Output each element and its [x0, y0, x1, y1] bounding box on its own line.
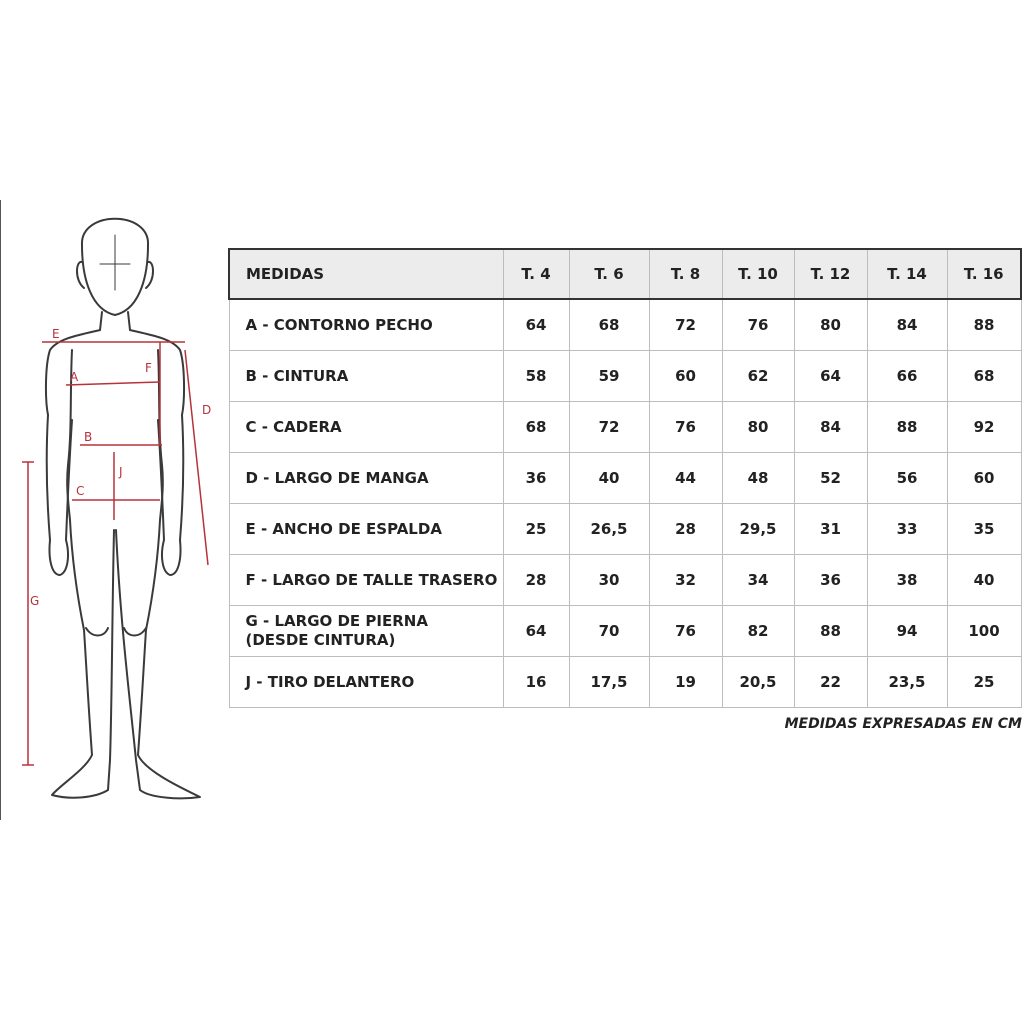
header-cell-size: T. 14	[867, 249, 947, 299]
measure-label	[229, 351, 503, 402]
measure-label-subtext: (DESDE CINTURA)	[245, 631, 396, 649]
measure-value-cell: 76	[649, 402, 722, 453]
table-row	[229, 299, 1021, 351]
measure-value-cell: 84	[867, 299, 947, 351]
measure-value-cell: 29,5	[722, 504, 794, 555]
header-cell-size: T. 10	[722, 249, 794, 299]
measure-value-cell: 100	[947, 606, 1021, 657]
measure-value-cell: 92	[947, 402, 1021, 453]
measure-label	[229, 606, 503, 657]
measure-value-cell: 25	[503, 504, 569, 555]
figure-letter-d: D	[202, 403, 212, 417]
measure-value-cell: 66	[867, 351, 947, 402]
measure-value-cell: 30	[569, 555, 649, 606]
header-cell-size: T. 6	[569, 249, 649, 299]
measure-value-cell: 31	[794, 504, 867, 555]
table-row	[229, 555, 1021, 606]
figure-letter-j: J	[119, 465, 123, 479]
measure-value-cell: 64	[503, 606, 569, 657]
measure-value-cell: 76	[649, 606, 722, 657]
table-body	[229, 299, 1021, 708]
measure-value-cell: 68	[947, 351, 1021, 402]
measure-label-text: F - LARGO DE TALLE TRASERO	[245, 570, 498, 589]
measure-value-cell: 40	[947, 555, 1021, 606]
size-chart-table	[228, 248, 1022, 708]
measure-value-cell: 36	[503, 453, 569, 504]
measure-value-cell: 94	[867, 606, 947, 657]
measure-value-cell: 68	[503, 402, 569, 453]
measure-value-cell: 52	[794, 453, 867, 504]
measure-value-cell: 56	[867, 453, 947, 504]
measure-value-cell: 68	[569, 299, 649, 351]
measure-value-cell: 58	[503, 351, 569, 402]
figure-letter-g: G	[30, 594, 40, 608]
body-figure-drawing	[0, 200, 225, 820]
table-row	[229, 606, 1021, 657]
measure-label	[229, 657, 503, 708]
measure-value-cell: 17,5	[569, 657, 649, 708]
measure-value-cell: 22	[794, 657, 867, 708]
measure-value-cell: 40	[569, 453, 649, 504]
measure-label-text: A - CONTORNO PECHO	[245, 315, 433, 334]
header-cell-size: T. 4	[503, 249, 569, 299]
measure-value-cell: 44	[649, 453, 722, 504]
measure-value-cell: 62	[722, 351, 794, 402]
measure-label	[229, 299, 503, 351]
measure-value-cell: 32	[649, 555, 722, 606]
measure-value-cell: 59	[569, 351, 649, 402]
measure-label-text: G - LARGO DE PIERNA	[245, 612, 428, 630]
figure-letter-c: C	[76, 484, 85, 498]
measure-value-cell: 72	[569, 402, 649, 453]
body-measurement-figure	[0, 200, 225, 820]
table-header-row	[229, 249, 1021, 299]
header-cell-size: T. 16	[947, 249, 1021, 299]
measure-value-cell: 60	[649, 351, 722, 402]
figure-letter-e: E	[52, 327, 60, 341]
figure-letter-b: B	[84, 430, 93, 444]
measure-value-cell: 28	[503, 555, 569, 606]
measure-value-cell: 64	[794, 351, 867, 402]
measure-value-cell: 48	[722, 453, 794, 504]
table-row	[229, 402, 1021, 453]
measure-label-text: B - CINTURA	[245, 366, 349, 385]
measure-value-cell: 88	[794, 606, 867, 657]
measure-value-cell: 28	[649, 504, 722, 555]
measure-value-cell: 80	[794, 299, 867, 351]
measure-value-cell: 64	[503, 299, 569, 351]
measure-value-cell: 16	[503, 657, 569, 708]
table-row	[229, 351, 1021, 402]
measure-value-cell: 88	[947, 299, 1021, 351]
measure-value-cell: 33	[867, 504, 947, 555]
measure-label	[229, 555, 503, 606]
units-note: MEDIDAS EXPRESADAS EN CM	[784, 716, 1022, 732]
header-cell-size: T. 12	[794, 249, 867, 299]
measure-label	[229, 504, 503, 555]
measure-value-cell: 80	[722, 402, 794, 453]
measure-value-cell: 82	[722, 606, 794, 657]
measure-value-cell: 23,5	[867, 657, 947, 708]
measure-label-text: J - TIRO DELANTERO	[245, 672, 415, 691]
table-row	[229, 453, 1021, 504]
measure-value-cell: 84	[794, 402, 867, 453]
measure-value-cell: 36	[794, 555, 867, 606]
table-row	[229, 504, 1021, 555]
measure-value-cell: 20,5	[722, 657, 794, 708]
figure-letter-f: F	[145, 361, 152, 375]
measure-value-cell: 26,5	[569, 504, 649, 555]
measure-value-cell: 76	[722, 299, 794, 351]
figure-letter-a: A	[70, 370, 79, 384]
table-row	[229, 657, 1021, 708]
header-cell-medidas: MEDIDAS	[229, 249, 503, 299]
measure-value-cell: 60	[947, 453, 1021, 504]
measure-value-cell: 25	[947, 657, 1021, 708]
measure-label	[229, 402, 503, 453]
measure-value-cell: 38	[867, 555, 947, 606]
header-cell-size: T. 8	[649, 249, 722, 299]
measure-label	[229, 453, 503, 504]
measure-value-cell: 34	[722, 555, 794, 606]
measure-label-text: E - ANCHO DE ESPALDA	[245, 519, 442, 538]
measure-value-cell: 72	[649, 299, 722, 351]
measure-value-cell: 19	[649, 657, 722, 708]
measure-label-text: D - LARGO DE MANGA	[245, 468, 429, 487]
measure-value-cell: 88	[867, 402, 947, 453]
measure-value-cell: 35	[947, 504, 1021, 555]
measure-label-text: C - CADERA	[245, 417, 342, 436]
measure-value-cell: 70	[569, 606, 649, 657]
